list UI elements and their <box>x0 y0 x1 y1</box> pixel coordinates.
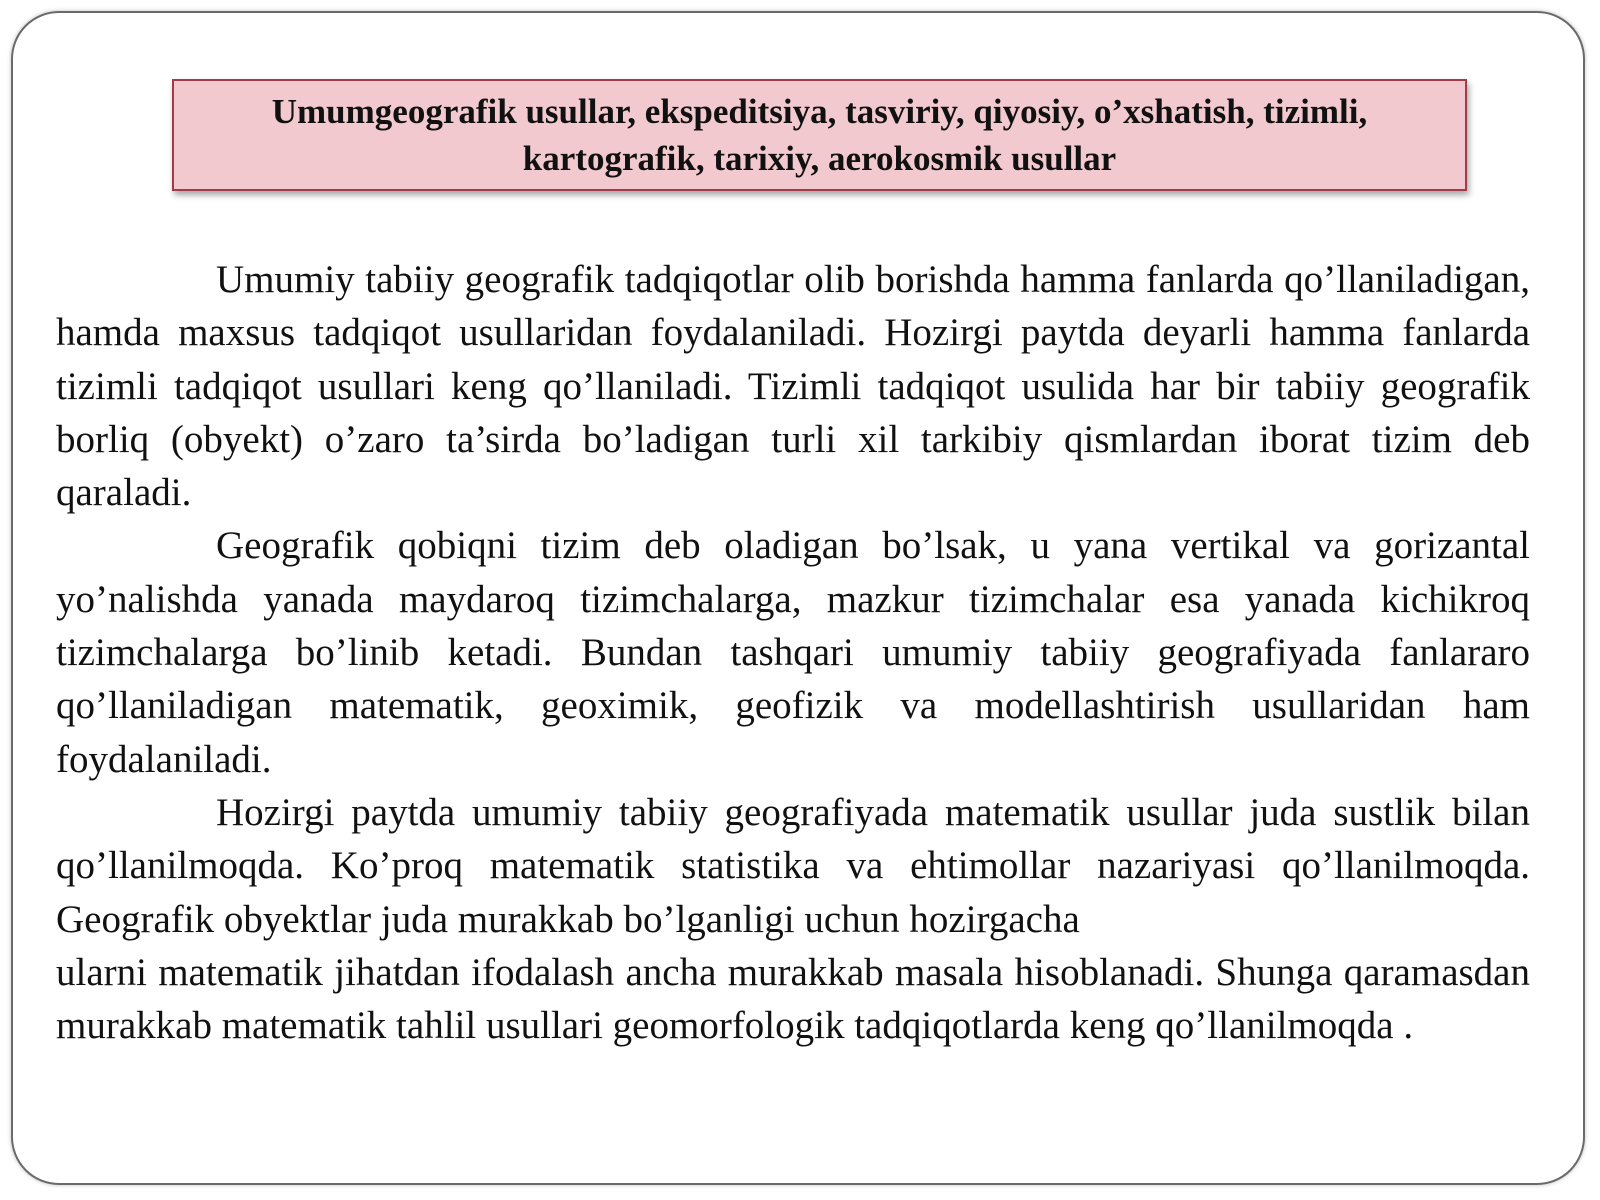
paragraph-math-complexity: ularni matematik jihatdan ifodalash ancha murakkab masala hisoblanadi. Shunga qaramasdan murakkab matematik tahlil usullari geomorfologik tadqiqotlarda keng qo’llanilmoqda . <box>56 950 1530 1048</box>
slide-body <box>56 253 1530 1052</box>
paragraph-systems-method: Umumiy tabiiy geografik tadqiqotlar olib borishda hamma fanlarda qo’llaniladigan, hamda maxsus tadqiqot usullaridan foydalaniladi. Hozirgi paytda deyarli hamma fanlarda tizimli tadqiqot usullari keng qo’llaniladi. Tizimli tadqiqot usulida har bir tabiiy geografik borliq (obyekt) o’zaro ta’sirda bo’ladigan turli xil tarkibiy qismlardan iborat tizim deb qaraladi. <box>56 258 1530 515</box>
slide-title: Umumgeografik usullar, ekspeditsiya, tasviriy, qiyosiy, o’xshatish, tizimli, kartografik, tarixiy, aerokosmik usullar <box>271 92 1368 178</box>
title-box <box>172 79 1467 191</box>
paragraph-math-methods: Hozirgi paytda umumiy tabiiy geografiyada matematik usullar juda sustlik bilan qo’llanilmoqda. Ko’proq matematik statistika va ehtimollar nazariyasi qo’llanilmoqda. Geografik obyektlar juda murakkab bo’lganligi uchun hozirgacha <box>56 790 1530 941</box>
paragraph-geographic-envelope: Geografik qobiqni tizim deb oladigan bo’lsak, u yana vertikal va gorizantal yo’nalishda yanada maydaroq tizimchalarga, mazkur tizimchalar esa yanada kichikroq tizimchalarga bo’linib ketadi. Bundan tashqari umumiy tabiiy geografiyada fanlararo qo’llaniladigan matematik, geoximik, geofizik va modellashtirish usullaridan ham foydalaniladi. <box>56 524 1530 781</box>
